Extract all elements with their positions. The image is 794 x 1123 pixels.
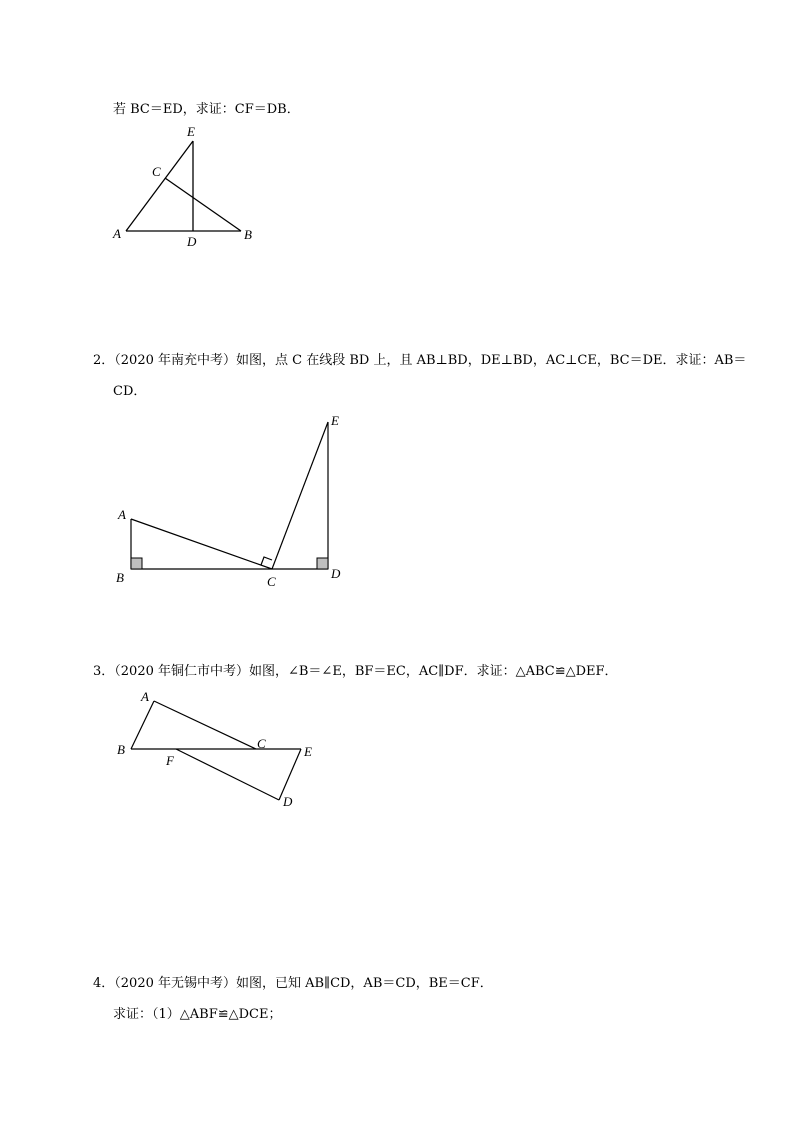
fig2-label-C: C xyxy=(267,574,276,589)
fig1-label-C: C xyxy=(152,164,161,179)
q4-statement: 4．（2020 年无锡中考）如图，已知 AB∥CD，AB＝CD，BE＝CF． xyxy=(93,976,493,991)
fig2-label-D: D xyxy=(331,566,341,581)
fig1-label-B: B xyxy=(244,227,252,242)
figure-3 xyxy=(131,701,301,800)
q2-statement-line1: 2．（2020 年南充中考）如图，点 C 在线段 BD 上，且 AB⊥BD，DE⊥BD，AC⊥CE，BC＝DE．求证：AB＝ xyxy=(93,353,747,368)
figure-2 xyxy=(131,422,328,569)
segment-AC xyxy=(154,701,256,749)
fig3-label-C: C xyxy=(257,736,266,751)
fig3-label-A: A xyxy=(141,689,149,704)
q1-condition-text: 若 BC＝ED，求证：CF＝DB． xyxy=(113,102,300,117)
fig1-label-D: D xyxy=(187,234,197,249)
segment-CB xyxy=(165,178,241,231)
segment-AB xyxy=(131,701,154,749)
fig2-label-A: A xyxy=(118,507,126,522)
right-angle-mark-D xyxy=(317,558,328,569)
right-angle-mark-B xyxy=(131,558,142,569)
segment-CE xyxy=(272,422,328,569)
q2-statement-line2: CD． xyxy=(113,384,147,399)
segment-AE xyxy=(126,141,193,231)
segment-AC xyxy=(131,519,272,569)
fig3-label-F: F xyxy=(166,753,174,768)
right-angle-mark-C xyxy=(261,557,272,565)
segment-ED xyxy=(279,749,301,800)
fig1-label-E: E xyxy=(187,124,195,139)
fig3-label-D: D xyxy=(283,794,293,809)
figure-1 xyxy=(126,141,241,231)
segment-FD xyxy=(176,749,279,800)
fig3-label-B: B xyxy=(117,742,125,757)
fig3-label-E: E xyxy=(304,744,312,759)
fig2-label-E: E xyxy=(331,413,339,428)
q4-prove-part1: 求证：（1）△ABF≌△DCE； xyxy=(113,1007,282,1022)
q3-statement: 3．（2020 年铜仁市中考）如图，∠B＝∠E，BF＝EC，AC∥DF．求证：△ABC≌△DEF． xyxy=(93,664,618,679)
fig2-label-B: B xyxy=(116,570,124,585)
fig1-label-A: A xyxy=(113,226,121,241)
